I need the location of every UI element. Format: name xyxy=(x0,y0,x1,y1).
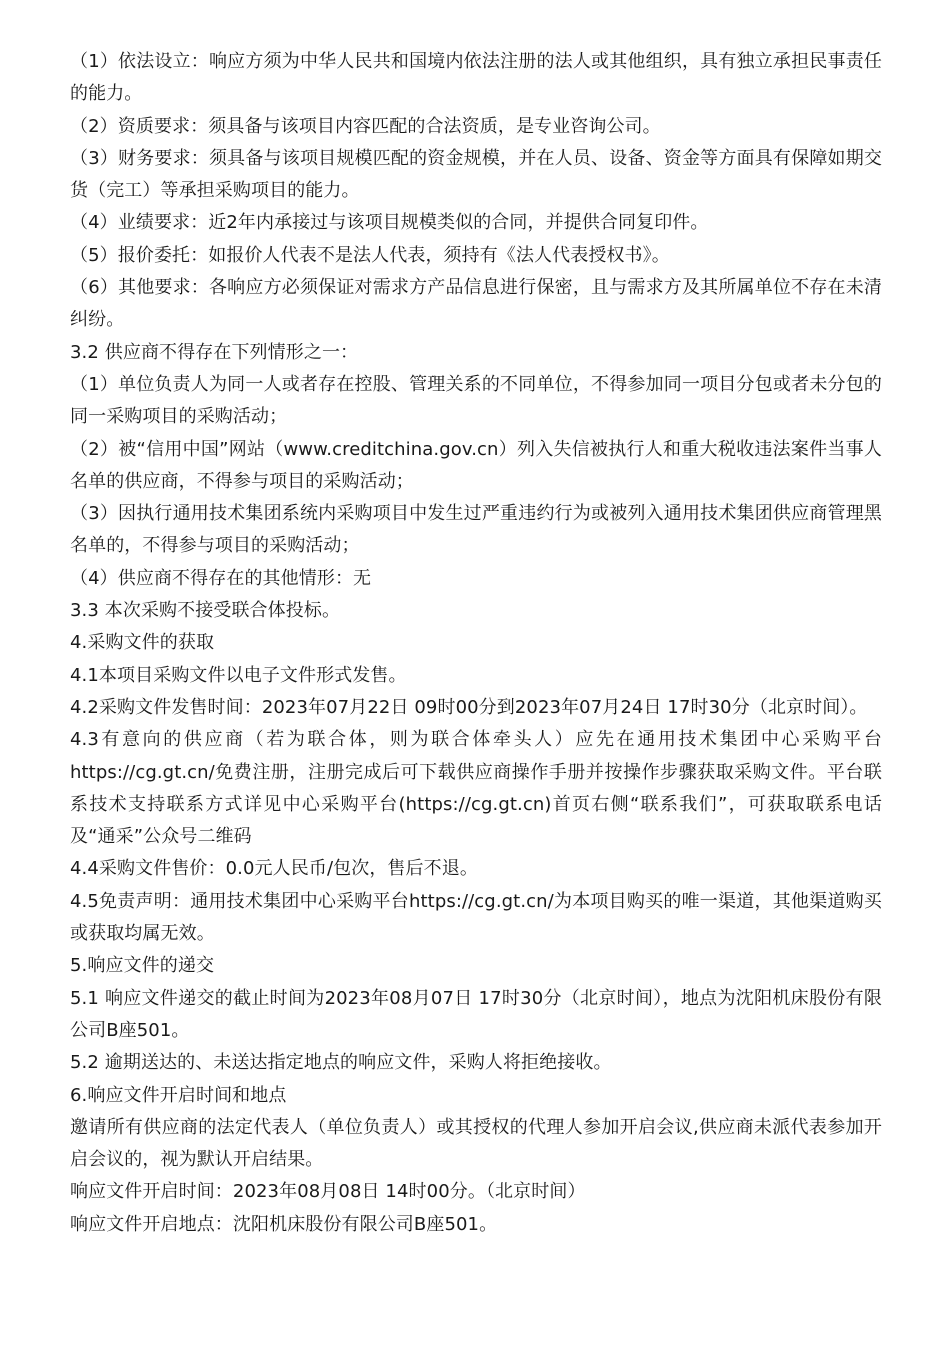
requirement-legal-establishment: （1）依法设立：响应方须为中华人民共和国境内依法注册的法人或其他组织，具有独立承担民事责任的能力。 xyxy=(70,51,882,105)
requirement-qualification: （2）资质要求：须具备与该项目内容匹配的合法资质，是专业咨询公司。 xyxy=(70,115,661,137)
exclusion-other: （4）供应商不得存在的其他情形：无 xyxy=(70,567,372,589)
section-5-2: 5.2 逾期送达的、未送达指定地点的响应文件，采购人将拒绝接收。 xyxy=(70,1052,612,1074)
exclusion-blacklist: （3）因执行通用技术集团系统内采购项目中发生过严重违约行为或被列入通用技术集团供应商管理黑名单的，不得参与项目的采购活动； xyxy=(70,503,882,557)
document-page xyxy=(70,46,882,1241)
section-4-3: 4.3有意向的供应商（若为联合体，则为联合体牵头人）应先在通用技术集团中心采购平台https://cg.gt.cn/免费注册，注册完成后可下载供应商操作手册并按操作步骤获取采购文件。平台联系技术支持联系方式详见中心采购平台(https://cg.gt.cn)首页右侧“联系我们”，可获取联系电话及“通采”公众号二维码 xyxy=(70,729,882,848)
requirement-financial: （3）财务要求：须具备与该项目规模匹配的资金规模，并在人员、设备、资金等方面具有保障如期交货（完工）等承担采购项目的能力。 xyxy=(70,147,882,202)
section-3-2-heading: 3.2 供应商不得存在下列情形之一： xyxy=(70,341,359,363)
exclusion-same-responsible-person: （1）单位负责人为同一人或者存在控股、管理关系的不同单位，不得参加同一项目分包或者未分包的同一采购项目的采购活动； xyxy=(70,373,882,428)
opening-location: 响应文件开启地点：沈阳机床股份有限公司B座501。 xyxy=(70,1213,498,1235)
section-5-heading: 5.响应文件的递交 xyxy=(70,955,215,977)
requirement-other: （6）其他要求：各响应方必须保证对需求方产品信息进行保密，且与需求方及其所属单位不存在未清纠纷。 xyxy=(70,277,882,331)
section-3-3: 3.3 本次采购不接受联合体投标。 xyxy=(70,600,341,622)
requirement-quote-authorization: （5）报价委托：如报价人代表不是法人代表，须持有《法人代表授权书》。 xyxy=(70,244,670,266)
section-4-4: 4.4采购文件售价：0.0元人民币/包次，售后不退。 xyxy=(70,858,478,880)
section-4-1: 4.1本项目采购文件以电子文件形式发售。 xyxy=(70,664,407,686)
opening-time: 响应文件开启时间：2023年08月08日 14时00分。（北京时间） xyxy=(70,1181,586,1203)
section-5-1: 5.1 响应文件递交的截止时间为2023年08月07日 17时30分（北京时间），地点为沈阳机床股份有限公司B座501。 xyxy=(70,987,882,1041)
section-4-5: 4.5免责声明：通用技术集团中心采购平台https://cg.gt.cn/为本项目购买的唯一渠道，其他渠道购买或获取均属无效。 xyxy=(70,890,882,945)
exclusion-credit-china: （2）被“信用中国”网站（www.creditchina.gov.cn）列入失信被执行人和重大税收违法案件当事人名单的供应商，不得参与项目的采购活动； xyxy=(70,438,882,492)
section-4-heading: 4.采购文件的获取 xyxy=(70,632,215,654)
opening-invitation: 邀请所有供应商的法定代表人（单位负责人）或其授权的代理人参加开启会议,供应商未派代表参加开启会议的，视为默认开启结果。 xyxy=(70,1116,882,1171)
requirement-performance: （4）业绩要求：近2年内承接过与该项目规模类似的合同，并提供合同复印件。 xyxy=(70,212,709,234)
section-4-2: 4.2采购文件发售时间：2023年07月22日 09时00分到2023年07月24日 17时30分（北京时间）。 xyxy=(70,696,868,718)
section-6-heading: 6.响应文件开启时间和地点 xyxy=(70,1084,287,1106)
